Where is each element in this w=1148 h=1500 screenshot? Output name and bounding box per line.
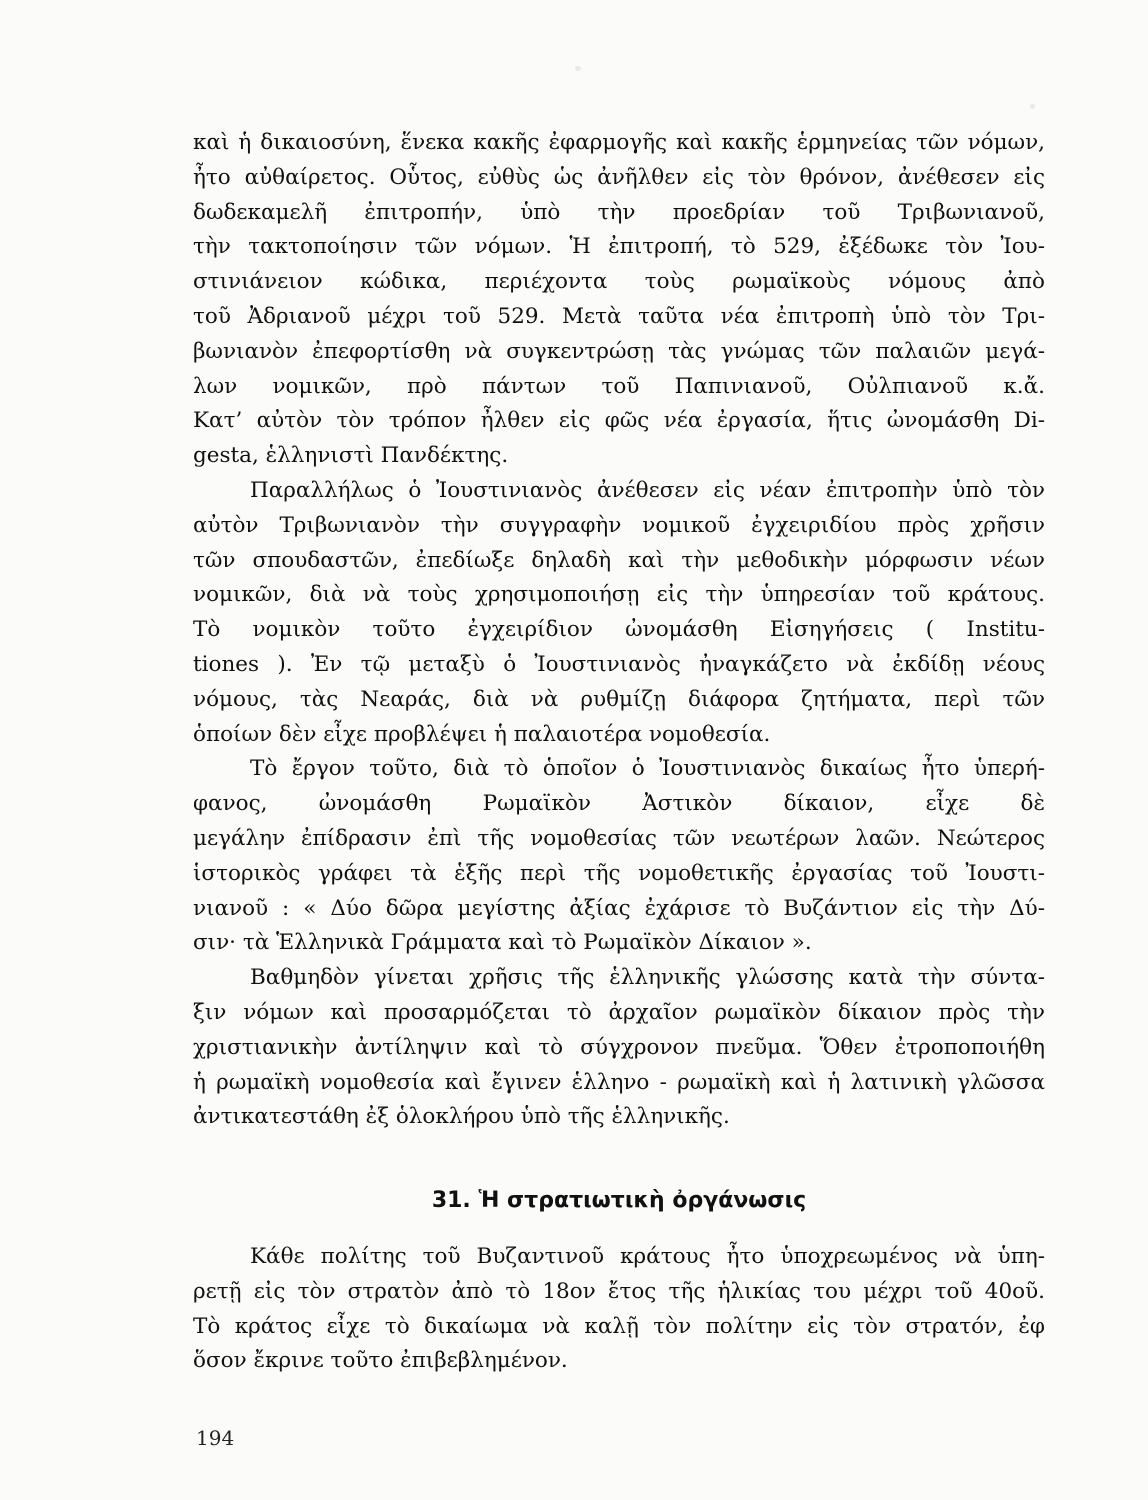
print-speck <box>1030 104 1035 109</box>
text-line: νιανοῦ : « Δύο δῶρα μεγίστης ἀξίας ἐχάρισε τὸ Βυζάντιον εἰς τὴν Δύ- <box>193 895 1045 921</box>
section-heading: 31. Ἡ στρατιωτικὴ ὀργάνωσις <box>431 1188 807 1213</box>
page-number: 194 <box>196 1426 235 1450</box>
text-line: ἦτο αὐθαίρετος. Οὗτος, εὐθὺς ὡς ἀνῆλθεν εἰς τὸν θρόνον, ἀνέθεσεν εἰς <box>193 164 1045 190</box>
text-line: ξιν νόμων καὶ προσαρμόζεται τὸ ἀρχαῖον ρωμαϊκὸν δίκαιον πρὸς τὴν <box>193 999 1045 1025</box>
text-line: καὶ ἡ δικαιοσύνη, ἕνεκα κακῆς ἐφαρμογῆς καὶ κακῆς ἑρμηνείας τῶν νόμων, <box>193 130 1045 155</box>
text-line: βωνιανὸν ἐπεφορτίσθη νὰ συγκεντρώσῃ τὰς γνώμας τῶν παλαιῶν μεγά- <box>193 338 1045 364</box>
paragraph <box>193 474 1045 752</box>
text-line: μεγάλην ἐπίδρασιν ἐπὶ τῆς νομοθεσίας τῶν νεωτέρων λαῶν. Νεώτερος <box>193 825 1045 851</box>
body-text-top <box>193 126 1045 1135</box>
text-line: ἡ ρωμαϊκὴ νομοθεσία καὶ ἔγινεν ἑλληνο - ρωμαϊκὴ καὶ ἡ λατινικὴ γλῶσσα <box>193 1069 1045 1095</box>
paragraph <box>193 752 1045 961</box>
paragraph <box>193 126 1045 474</box>
text-line: σιν· τὰ Ἑλληνικὰ Γράμματα καὶ τὸ Ρωμαϊκὸν Δίκαιον ». <box>193 930 812 956</box>
text-line: ἱστορικὸς γράφει τὰ ἑξῆς περὶ τῆς νομοθετικῆς ἐργασίας τοῦ Ἰουστι- <box>193 860 1045 886</box>
text-line: τῶν σπουδαστῶν, ἐπεδίωξε δηλαδὴ καὶ τὴν μεθοδικὴν μόρφωσιν νέων <box>193 547 1045 573</box>
text-line: τοῦ Ἀδριανοῦ μέχρι τοῦ 529. Μετὰ ταῦτα νέα ἐπιτροπὴ ὑπὸ τὸν Τρι- <box>193 303 1045 329</box>
text-line: νομικῶν, διὰ νὰ τοὺς χρησιμοποιήσῃ εἰς τὴν ὑπηρεσίαν τοῦ κράτους. <box>193 582 1045 608</box>
text-line: Κατ’ αὐτὸν τὸν τρόπον ἦλθεν εἰς φῶς νέα ἐργασία, ἥτις ὠνομάσθη Di- <box>193 408 1045 434</box>
text-line: tiones ). Ἐν τῷ μεταξὺ ὁ Ἰουστινιανὸς ἠναγκάζετο νὰ ἐκδίδῃ νέους <box>193 651 1045 677</box>
text-line: δωδεκαμελῆ ἐπιτροπήν, ὑπὸ τὴν προεδρίαν τοῦ Τριβωνιανοῦ, <box>193 199 1045 225</box>
text-line: gesta, ἑλληνιστὶ Πανδέκτης. <box>193 443 509 469</box>
text-line: τὴν τακτοποίησιν τῶν νόμων. Ἡ ἐπιτροπή, τὸ 529, ἐξέδωκε τὸν Ἰου- <box>193 234 1045 260</box>
text-line: ὅσον ἔκρινε τοῦτο ἐπιβεβλημένον. <box>193 1348 568 1374</box>
paragraph <box>193 961 1045 1135</box>
paragraph <box>193 1240 1045 1379</box>
text-line: Τὸ κράτος εἶχε τὸ δικαίωμα νὰ καλῇ τὸν πολίτην εἰς τὸν στρατόν, ἐφ <box>193 1313 1045 1339</box>
text-line: νόμους, τὰς Νεαράς, διὰ νὰ ρυθμίζῃ διάφορα ζητήματα, περὶ τῶν <box>193 686 1045 712</box>
text-line: Τὸ ἔργον τοῦτο, διὰ τὸ ὁποῖον ὁ Ἰουστινιανὸς δικαίως ἦτο ὑπερή- <box>250 756 1045 782</box>
print-speck <box>575 66 581 71</box>
text-line: Παραλλήλως ὁ Ἰουστινιανὸς ἀνέθεσεν εἰς νέαν ἐπιτροπὴν ὑπὸ τὸν <box>250 477 1045 503</box>
text-line: ὁποίων δὲν εἶχε προβλέψει ἡ παλαιοτέρα νομοθεσία. <box>193 721 771 747</box>
text-line: Βαθμηδὸν γίνεται χρῆσις τῆς ἑλληνικῆς γλώσσης κατὰ τὴν σύντα- <box>250 965 1045 991</box>
text-line: αὐτὸν Τριβωνιανὸν τὴν συγγραφὴν νομικοῦ ἐγχειριδίου πρὸς χρῆσιν <box>193 512 1045 538</box>
body-text-bottom <box>193 1240 1045 1379</box>
text-line: ἀντικατεστάθη ἐξ ὁλοκλήρου ὑπὸ τῆς ἑλληνικῆς. <box>193 1104 730 1130</box>
text-line: Κάθε πολίτης τοῦ Βυζαντινοῦ κράτους ἦτο ὑποχρεωμένος νὰ ὑπη- <box>250 1244 1045 1269</box>
text-line: λων νομικῶν, πρὸ πάντων τοῦ Παπινιανοῦ, Οὐλπιανοῦ κ.ἄ. <box>193 373 1045 399</box>
text-line: χριστιανικὴν ἀντίληψιν καὶ τὸ σύγχρονον πνεῦμα. Ὅθεν ἐτροποποιήθη <box>193 1034 1045 1060</box>
text-line: φανος, ὠνομάσθη Ρωμαϊκὸν Ἀστικὸν δίκαιον, εἶχε δὲ <box>193 791 1045 817</box>
text-line: ρετῇ εἰς τὸν στρατὸν ἀπὸ τὸ 18ον ἔτος τῆς ἡλικίας του μέχρι τοῦ 40οῦ. <box>193 1278 1045 1304</box>
text-line: στινιάνειον κώδικα, περιέχοντα τοὺς ρωμαϊκοὺς νόμους ἀπὸ <box>193 269 1045 295</box>
text-line: Τὸ νομικὸν τοῦτο ἐγχειρίδιον ὠνομάσθη Εἰσηγήσεις ( Institu- <box>193 617 1045 643</box>
